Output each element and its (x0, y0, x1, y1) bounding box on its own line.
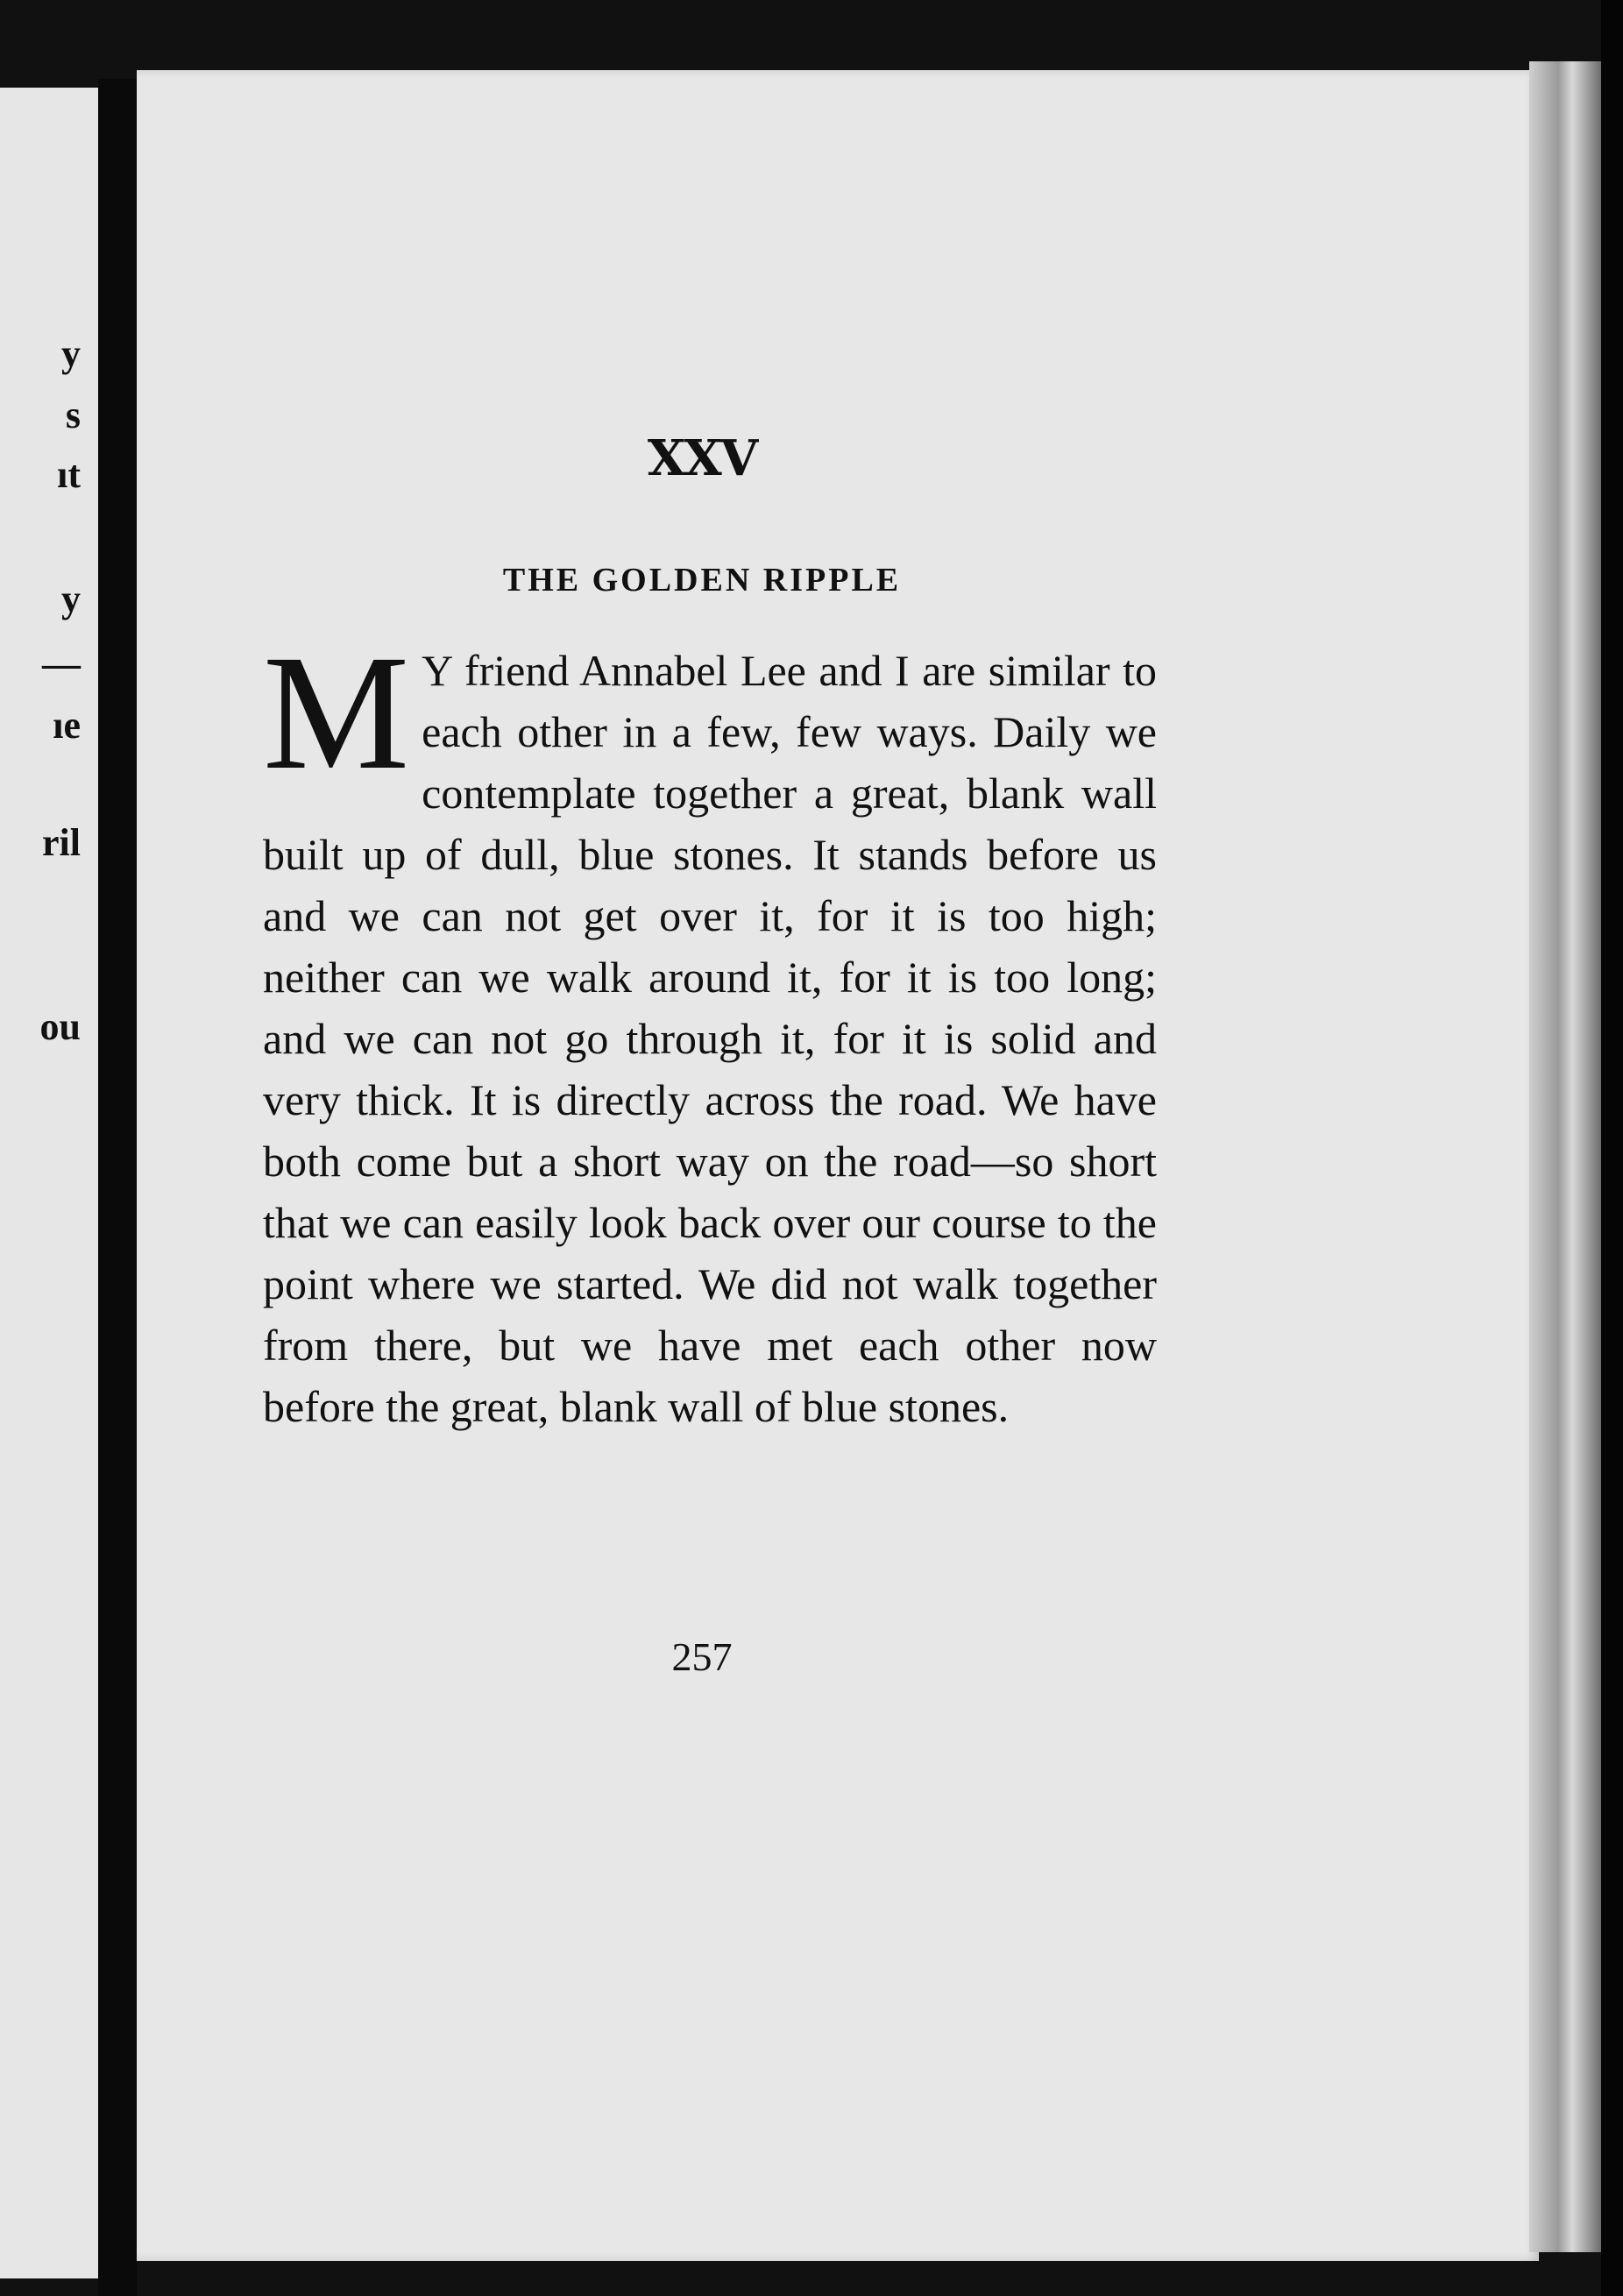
chapter-title: THE GOLDEN RIPPLE (502, 562, 902, 599)
previous-page-sliver (0, 88, 98, 2278)
previous-page-fragment: ıe (53, 704, 81, 747)
first-word-rest: Y (422, 646, 452, 695)
previous-page-fragment: ıt (57, 453, 81, 496)
book-gutter (98, 79, 137, 2296)
scan-border (1601, 0, 1623, 2296)
page-number: 257 (671, 1634, 733, 1679)
page-edge (1529, 61, 1601, 2252)
chapter-number: XXV (647, 429, 757, 487)
previous-page-fragment: ou (39, 1005, 81, 1048)
previous-page-fragment: s (65, 393, 81, 436)
drop-cap: M (263, 620, 410, 804)
previous-page-fragment: ril (42, 821, 81, 864)
previous-page-fragment: y (61, 332, 81, 375)
body-paragraph: friend Annabel Lee and I are similar to each other in a few, few ways. Daily we contemplate together a great, blank wall built up of dull, blue stones. It stands before us and we can not get over it, for it is too high; neither can we walk around it, for it is too long; and we can not go through it, for it is solid and very thick. It is directly across the road. We have both come but a short way on the road—so short that we can easily look back over our course to the point where we started. We did not walk together from there, but we have met each other now before the great, blank wall of blue stones. (263, 646, 1157, 1431)
previous-page-fragment: — (42, 642, 81, 685)
chapter-body (263, 620, 1157, 1437)
previous-page-fragment: y (61, 578, 81, 620)
